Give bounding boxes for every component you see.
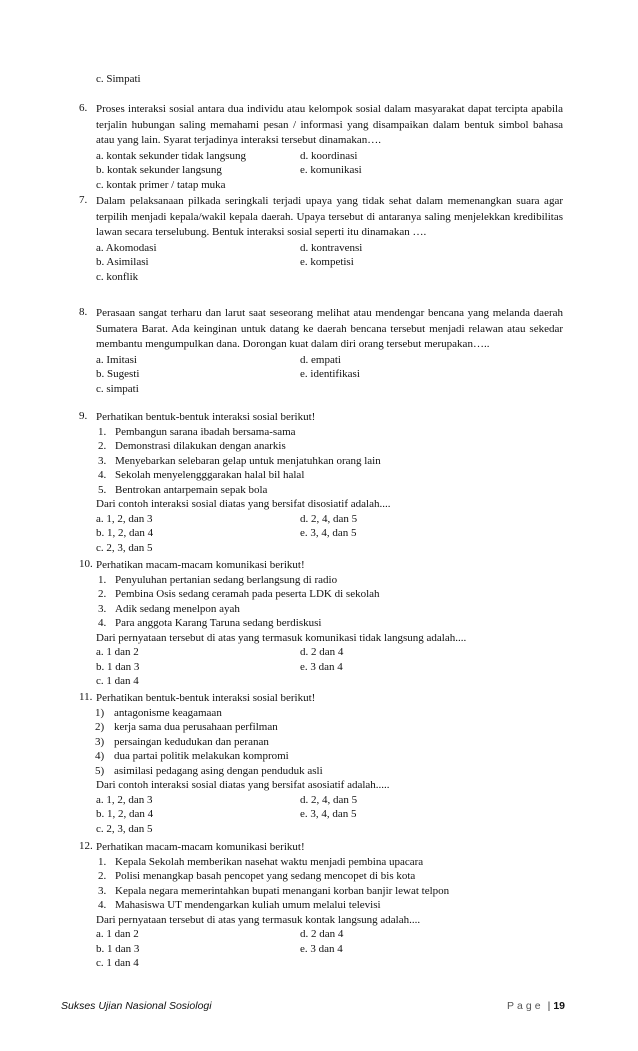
question-intro: Perhatikan bentuk-bentuk interaksi sosial berikut! <box>96 692 316 704</box>
question-number: 10. <box>79 558 93 570</box>
question-text: Dari contoh interaksi sosial diatas yang bersifat disosiatif adalah.... <box>96 498 391 510</box>
list-item: 1. Kepala Sekolah memberikan nasehat waktu menjadi pembina upacara <box>98 855 424 868</box>
list-item: 3. Kepala negara memerintahkan bupati menangani korban banjir lewat telpon <box>98 884 450 897</box>
option-e: e. 3 dan 4 <box>300 942 343 955</box>
list-item: 1) antagonisme keagamaan <box>95 706 222 719</box>
option-d: d. 2 dan 4 <box>300 928 344 940</box>
list-item: 5. Bentrokan antarpemain sepak bola <box>98 483 268 496</box>
list-item: 3) persaingan kedudukan dan peranan <box>95 735 269 748</box>
list-item: 5) asimilasi pedagang asing dengan penduduk asli <box>95 764 323 777</box>
footer-title: Sukses Ujian Nasional Sosiologi <box>61 1000 212 1012</box>
option-b: b. 1 dan 3 <box>96 942 140 955</box>
option-c: c. simpati <box>96 382 139 395</box>
question-stem: Perasaan sangat terharu dan larut saat seseorang melihat atau mendengar bencana yang melanda daerah Sumatera Barat. Ada keinginan untuk datang ke daerah bencana tersebut menjadi relawan atau sekedar membantu mengumpulkan dana. Dorongan kuat dalam diri orang tersebut merupakan….. <box>96 307 563 351</box>
question-number: 8. <box>79 306 88 318</box>
question-intro: Perhatikan macam-macam komunikasi berikut! <box>96 841 305 853</box>
question-7 <box>79 194 563 284</box>
option-e: e. kompetisi <box>300 256 354 269</box>
list-item: 2. Pembina Osis sedang ceramah pada peserta LDK di sekolah <box>98 588 380 600</box>
option-c: c. 2, 3, dan 5 <box>96 541 153 554</box>
statement-list <box>95 706 563 779</box>
option-b: b. kontak sekunder langsung <box>96 164 222 177</box>
question-text: Dari pernyataan tersebut di atas yang termasuk kontak langsung adalah.... <box>96 913 421 926</box>
question-text: Dari pernyataan tersebut di atas yang termasuk komunikasi tidak langsung adalah.... <box>96 631 467 644</box>
option-a: a. Imitasi <box>96 353 137 366</box>
question-number: 11. <box>79 691 93 703</box>
list-item: 4. Para anggota Karang Taruna sedang berdiskusi <box>98 617 322 629</box>
question-intro: Perhatikan bentuk-bentuk interaksi sosial berikut! <box>96 411 316 423</box>
list-item: 1. Pembangun sarana ibadah bersama-sama <box>98 425 296 438</box>
page-footer <box>61 1000 565 1016</box>
statement-list <box>98 425 563 498</box>
question-text: Dari contoh interaksi sosial diatas yang bersifat asosiatif adalah..... <box>96 779 390 791</box>
option-e: e. 3 dan 4 <box>300 660 343 673</box>
question-stem: Proses interaksi sosial antara dua individu atau kelompok sosial dalam masyarakat dapat tercipta apabila terjalin hubungan saling memahami pesan / informasi yang disampaikan dalam bentuk simbol bahasa atau yang lain. Syarat terjadinya interaksi tersebut dinamakan…. <box>96 103 563 147</box>
page-indicator <box>507 1000 565 1012</box>
list-item: 3. Adik sedang menelpon ayah <box>98 602 240 615</box>
option-b: b. 1, 2, dan 4 <box>96 527 154 539</box>
option-e: e. identifikasi <box>300 368 360 381</box>
list-item: 4) dua partai politik melakukan kompromi <box>95 750 289 762</box>
option-d: d. 2, 4, dan 5 <box>300 512 358 525</box>
option-d: d. 2, 4, dan 5 <box>300 793 358 806</box>
option-e: e. 3, 4, dan 5 <box>300 527 357 539</box>
page-separator: | <box>547 1000 551 1012</box>
option-b: b. 1 dan 3 <box>96 660 140 673</box>
option-a: a. 1 dan 2 <box>96 646 139 658</box>
option-d: d. kontravensi <box>300 241 363 254</box>
question-6 <box>79 102 563 192</box>
option-a: a. 1, 2, dan 3 <box>96 512 153 525</box>
list-item: 4. Sekolah menyelengggarakan halal bil halal <box>98 469 305 481</box>
question-intro: Perhatikan macam-macam komunikasi berikut! <box>96 559 305 571</box>
list-item: 2. Polisi menangkap basah pencopet yang sedang mencopet di bis kota <box>98 870 416 882</box>
list-item: 2) kerja sama dua perusahaan perfilman <box>95 721 278 733</box>
statement-list <box>98 855 563 913</box>
option-b: b. Asimilasi <box>96 256 149 269</box>
page-label: Page <box>507 1000 544 1012</box>
statement-list <box>98 573 563 631</box>
list-item: 1. Penyuluhan pertanian sedang berlangsung di radio <box>98 573 338 586</box>
option-c: c. konflik <box>96 270 139 283</box>
option-a: a. 1, 2, dan 3 <box>96 793 153 806</box>
question-number: 9. <box>79 410 88 422</box>
option-a: a. 1 dan 2 <box>96 928 139 940</box>
option-d: d. 2 dan 4 <box>300 646 344 658</box>
page-number: 19 <box>553 1000 565 1012</box>
option-a: a. Akomodasi <box>96 241 157 254</box>
option-e: e. komunikasi <box>300 164 362 177</box>
question-8 <box>79 306 563 396</box>
question-number: 12. <box>79 840 93 852</box>
question-9 <box>79 410 563 555</box>
option-c: c. 2, 3, dan 5 <box>96 822 153 835</box>
list-item: 2. Demonstrasi dilakukan dengan anarkis <box>98 440 286 452</box>
option-e: e. 3, 4, dan 5 <box>300 808 357 820</box>
list-item: 4. Mahasiswa UT mendengarkan kuliah umum melalui televisi <box>98 899 381 911</box>
question-12 <box>79 840 563 971</box>
option-b: b. Sugesti <box>96 368 140 381</box>
option-c: c. 1 dan 4 <box>96 957 139 969</box>
option-c: c. 1 dan 4 <box>96 675 139 687</box>
option-c: c. Simpati <box>96 73 141 85</box>
question-number: 6. <box>79 102 88 114</box>
option-a: a. kontak sekunder tidak langsung <box>96 149 246 162</box>
question-stem: Dalam pelaksanaan pilkada seringkali terjadi upaya yang tidak sehat dalam memenangkan suara agar terpilih menjadi kepala/wakil kepala daerah. Upaya tersebut di antaranya saling menjelekkan kredibilitas lawan secara terselubung. Bentuk interaksi sosial seperti itu dinamakan …. <box>96 195 563 239</box>
list-item: 3. Menyebarkan selebaran gelap untuk menjatuhkan orang lain <box>98 454 381 467</box>
option-c: c. kontak primer / tatap muka <box>96 178 226 191</box>
option-d: d. koordinasi <box>300 149 358 162</box>
option-d: d. empati <box>300 353 341 366</box>
question-11 <box>79 691 563 836</box>
question-10 <box>79 558 563 689</box>
question-number: 7. <box>79 194 88 206</box>
option-b: b. 1, 2, dan 4 <box>96 808 154 820</box>
